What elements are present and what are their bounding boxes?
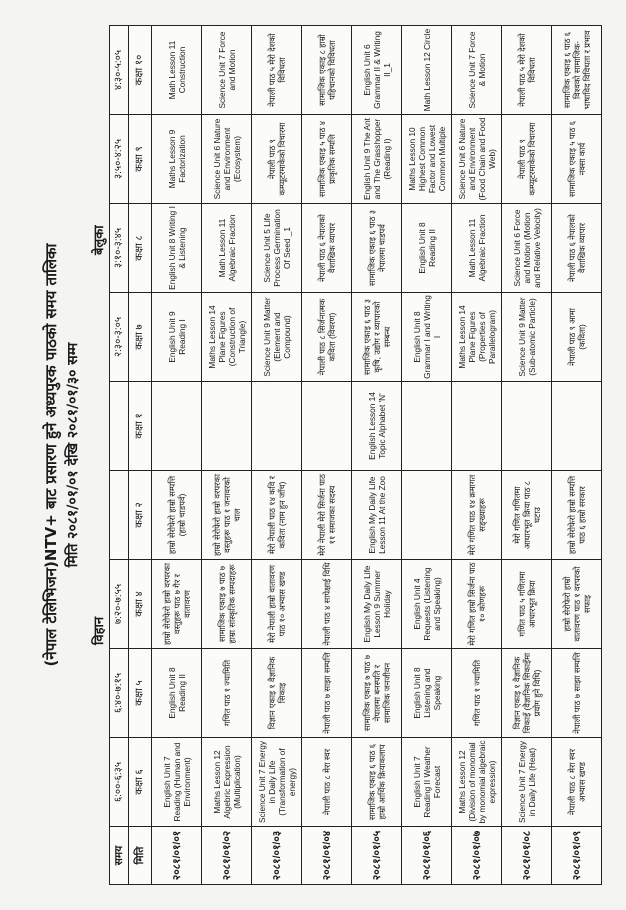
grade-cell: कक्षा ७ xyxy=(129,293,152,382)
row-date: २०८१/०१/०५ xyxy=(352,827,402,885)
row-date: २०८१/०१/०१ xyxy=(152,827,202,885)
date-range: मिति २०८१/०१/०१ देखि २०८१/०१/३० सम्म xyxy=(65,342,81,568)
schedule-cell: हाम्रो सेरोफेरो हाम्रो सम्पत्ति (हाम्रो चाडपर्व) xyxy=(152,471,202,560)
schedule-cell: Science Unit 7 Force and Motion xyxy=(202,26,252,115)
schedule-cell: सामाजिक एकाइ ८ हाम्रो पहिचानको विविधता xyxy=(302,26,352,115)
schedule-cell xyxy=(502,382,552,471)
table-row xyxy=(252,26,302,885)
grade-cell: कक्षा ५ xyxy=(129,649,152,738)
schedule-cell: Science Unit 7 Force & Motion xyxy=(452,26,502,115)
grade-row xyxy=(129,26,152,885)
group-morning: विहान xyxy=(92,616,107,645)
time-cell xyxy=(110,471,129,560)
schedule-cell: हाम्रो सेरोफेरो हाम्रो वरपरका वस्तुहरू पाठ ७ गैर र वातावरण xyxy=(152,560,202,649)
schedule-cell: सामाजिक एकाइ ६ पाठ ३ नेपालमा चाडपर्व xyxy=(352,204,402,293)
schedule-cell: नेपाली पाठ ९ आमा (कविता) xyxy=(552,293,602,382)
grade-cell: कक्षा १ xyxy=(129,382,152,471)
schedule-cell xyxy=(202,382,252,471)
schedule-cell: Maths Lesson 14 Plane Figures (Properties of Parallelogram) xyxy=(452,293,502,382)
schedule-cell: नेपाली पाठ ७ साझा सम्पत्ति xyxy=(302,649,352,738)
schedule-cell: English Unit 7 Reading (Human and Environment) xyxy=(152,738,202,827)
schedule-cell: English Unit 8 Grammar I and Writing I xyxy=(402,293,452,382)
schedule-cell: सामाजिक एकाइ ५ पाठ ६ नक्सा कार्य xyxy=(552,115,602,204)
schedule-cell: नेपाली पाठ ८ सिर्जनात्मक कविता (विवरण) xyxy=(302,293,352,382)
date-label: मिति xyxy=(129,827,152,885)
schedule-cell: English Unit 7 Reading II Weather Forecast xyxy=(402,738,452,827)
schedule-cell: Science Unit 6 Nature and Environment (Ecosystem) xyxy=(202,115,252,204)
grade-cell: कक्षा ९ xyxy=(129,115,152,204)
schedule-cell: मेरो नेपाली हाम्रो वातावरण पाठ १० अभ्यास खण्ड xyxy=(252,560,302,649)
schedule-cell: मेरो नेपाली पाठ १४ कवि र कविता (नाम हुन जाँच) xyxy=(252,471,302,560)
schedule-cell: मेरो गणित पाठ १४ क्रमागत सङ्ख्याहरू xyxy=(452,471,502,560)
schedule-cell: गणित पाठ १ ज्यामिति xyxy=(452,649,502,738)
schedule-cell xyxy=(152,382,202,471)
schedule-cell: सामाजिक एकाइ ६ पाठ ३ कृषि, उद्योग र व्यापारको सम्बन्ध xyxy=(352,293,402,382)
schedule-cell: नेपाली पाठ ७ साझा सम्पत्ति xyxy=(552,649,602,738)
schedule-cell: गणित पाठ १ ज्यामिति xyxy=(202,649,252,738)
schedule-cell: मेरो गणित हाम्रो सिर्जना पाठ १० कोणहरू xyxy=(452,560,502,649)
schedule-cell: Science Unit 9 Matter (Element and Compound) xyxy=(252,293,302,382)
schedule-cell: Maths Lesson 14 Plane Figures (Construction of Triangle) xyxy=(202,293,252,382)
schedule-table xyxy=(109,25,602,885)
time-cell: ६:००-६:३५ xyxy=(110,738,129,827)
schedule-cell: सामाजिक एकाइ ६ पाठ ६ हाम्रो आर्थिक क्रियाकलाप xyxy=(352,738,402,827)
schedule-cell: नेपाली पाठ ५ मेरो देशको विविधता xyxy=(252,26,302,115)
schedule-cell: English Unit 4 Requests (Listening and Speaking) xyxy=(402,560,452,649)
row-date: २०८१/०१/०४ xyxy=(302,827,352,885)
schedule-cell: विज्ञान एकाइ १ वैज्ञानिक सिकाइ xyxy=(252,649,302,738)
grade-cell: कक्षा ६ xyxy=(129,738,152,827)
time-cell: ६:४०-७:१५ xyxy=(110,649,129,738)
schedule-cell: Science Unit 6 Nature and Environment (Food Chain and Food Web) xyxy=(452,115,502,204)
schedule-cell: English Unit 8 Listening and Speaking xyxy=(402,649,452,738)
schedule-cell: English Unit 8 Reading II xyxy=(402,204,452,293)
time-cell: २:३०-३:०५ xyxy=(110,293,129,382)
grade-cell: कक्षा १० xyxy=(129,26,152,115)
time-cell: ३:१०-३:४५ xyxy=(110,204,129,293)
schedule-cell: Maths Lesson 10 Highest Common Factor and Lowest Common Multiple xyxy=(402,115,452,204)
schedule-cell: नेपाली पाठ ९ कम्प्यूटरमाकेको विचारमा xyxy=(502,115,552,204)
table-row xyxy=(352,26,402,885)
table-row xyxy=(202,26,252,885)
schedule-cell: Maths Lesson 12 Algebric Expression (Multiplication) xyxy=(202,738,252,827)
table-row xyxy=(452,26,502,885)
schedule-cell: English Unit 6 Grammar II & Writing II_1 xyxy=(352,26,402,115)
schedule-cell: Math Lesson 11 Algebraic Fraction xyxy=(202,204,252,293)
row-date: २०८१/०१/०८ xyxy=(502,827,552,885)
schedule-cell: गणित पाठ ५ गणितमा आधारभूत क्रिया xyxy=(502,560,552,649)
schedule-cell: English Unit 9 Reading I xyxy=(152,293,202,382)
schedule-cell: नेपाली पाठ ९ कम्प्यूटरमाकेको विचारमा xyxy=(252,115,302,204)
schedule-cell: नेपाली पाठ ८ मेरा स्वर xyxy=(302,738,352,827)
row-date: २०८१/०१/०६ xyxy=(402,827,452,885)
schedule-cell: नेपाली पाठ ६ नेपालको वैशाखिक व्यापार xyxy=(302,204,352,293)
row-date: २०८१/०१/०७ xyxy=(452,827,502,885)
schedule-cell xyxy=(302,382,352,471)
schedule-cell: English Unit 8 Writing I & Listening xyxy=(152,204,202,293)
schedule-cell: मेरो नेपाली मेरो सिर्जना पाठ ११ समाजका सदस्य xyxy=(302,471,352,560)
schedule-cell: English My Daily Life Lesson 11 At the Zoo xyxy=(352,471,402,560)
schedule-cell: सामाजिक एकाइ ७ पाठ ७ हाम्रा सांस्कृतिक सम्पदाहरू xyxy=(202,560,252,649)
schedule-cell: Science Unit 9 Matter (Sub-atomic Particle) xyxy=(502,293,552,382)
schedule-cell: नेपाली पाठ ५ मेरो देशको विविधता xyxy=(502,26,552,115)
schedule-cell: मेरो गणित गणितमा आधारभूत क्रिया पाठ ८ घटाउ xyxy=(502,471,552,560)
schedule-cell: English Unit 9 The Ant and The Grasshopper (Reading I) xyxy=(352,115,402,204)
schedule-cell: Math Lesson 12 Circle xyxy=(402,26,452,115)
schedule-cell: Science Unit 5 Life Process Germination Of Seed _1 xyxy=(252,204,302,293)
row-date: २०८१/०१/०९ xyxy=(552,827,602,885)
schedule-cell xyxy=(252,382,302,471)
grade-cell: कक्षा ८ xyxy=(129,204,152,293)
schedule-cell xyxy=(402,382,452,471)
schedule-cell: विज्ञान एकाइ १ वैज्ञानिक सिकाइँ (वैज्ञानिक सिकाइँमा प्रयोग हुने विधि) xyxy=(502,649,552,738)
row-date: २०८१/०१/०३ xyxy=(252,827,302,885)
schedule-cell: Math Lesson 11 Construction xyxy=(152,26,202,115)
schedule-cell xyxy=(552,382,602,471)
schedule-cell: English My Daily Life Lesson 9 Summer Holiday xyxy=(352,560,402,649)
group-evening: बेलुका xyxy=(92,225,107,255)
grade-cell: कक्षा २ xyxy=(129,471,152,560)
time-cell: ७:२०-७:५५ xyxy=(110,560,129,649)
time-row xyxy=(110,26,129,885)
schedule-cell: सामाजिक एकाइ ५ पाठ ४ प्राकृतिक सम्पत्ति xyxy=(302,115,352,204)
time-cell: ३:५०-४:२५ xyxy=(110,115,129,204)
schedule-cell: हाम्रो सेरोफेरो हाम्रो वरपरका वस्तुहरू पाठ १ जनावरको चाल xyxy=(202,471,252,560)
schedule-cell: नेपाली पाठ ८ मेरा स्वर अभ्यास खण्ड xyxy=(552,738,602,827)
schedule-cell: Science Unit 7 Energy in Daily Life (Transformation of energy) xyxy=(252,738,302,827)
grade-cell: कक्षा ४ xyxy=(129,560,152,649)
time-cell xyxy=(110,382,129,471)
schedule-cell: Science Unit 7 Energy in Daily Life (Heat) xyxy=(502,738,552,827)
schedule-cell: नेपाली पाठ ४ सापेक्षाई विधि xyxy=(302,560,352,649)
schedule-cell xyxy=(452,382,502,471)
schedule-cell: सामाजिक एकाइ ६ पाठ ६ विश्वको सामाजिक-भाषाविद विविधता र प्रभाव xyxy=(552,26,602,115)
schedule-cell: Maths Lesson 9 Factorization xyxy=(152,115,202,204)
schedule-body xyxy=(152,26,602,885)
schedule-cell: Math Lesson 11 Algebraic Fraction xyxy=(452,204,502,293)
time-cell: ४:३०-५:०५ xyxy=(110,26,129,115)
schedule-cell: हाम्रो सेरोफेरो हाम्रो वातावरण पाठ १ वरपरको सफाइ xyxy=(552,560,602,649)
schedule-cell: English Unit 8 Reading II xyxy=(152,649,202,738)
table-row xyxy=(402,26,452,885)
schedule-cell: हाम्रो सेरोफेरो हाम्रो सम्पत्ति पाठ ६ हाम्रो सरकार xyxy=(552,471,602,560)
schedule-cell: English Lesson 14 Topic Alphabet 'N' xyxy=(352,382,402,471)
table-row xyxy=(152,26,202,885)
schedule-cell: Science Unit 6 Force and Motion (Motion and Relative Velocity) xyxy=(502,204,552,293)
row-date: २०८१/०१/०२ xyxy=(202,827,252,885)
schedule-cell: सामाजिक एकाइ ७ पाठ ७ नेपालमा बनस्पति र सामाजिक जनजीवन xyxy=(352,649,402,738)
rotated-page xyxy=(33,15,593,895)
table-row xyxy=(552,26,602,885)
schedule-cell: नेपाली पाठ ६ नेपालको वैशाखिक व्यापार xyxy=(552,204,602,293)
table-row xyxy=(502,26,552,885)
schedule-cell xyxy=(402,471,452,560)
table-row xyxy=(302,26,352,885)
time-label: समय xyxy=(110,827,129,885)
schedule-cell: Maths Lesson 12 (Division of monomial by monomial algebraic expression) xyxy=(452,738,502,827)
document-title: (नेपाल टेलिभिजन)NTV+ बाट प्रसारण हुने अध्यपुरक पाठको समय तालिका xyxy=(42,243,60,667)
